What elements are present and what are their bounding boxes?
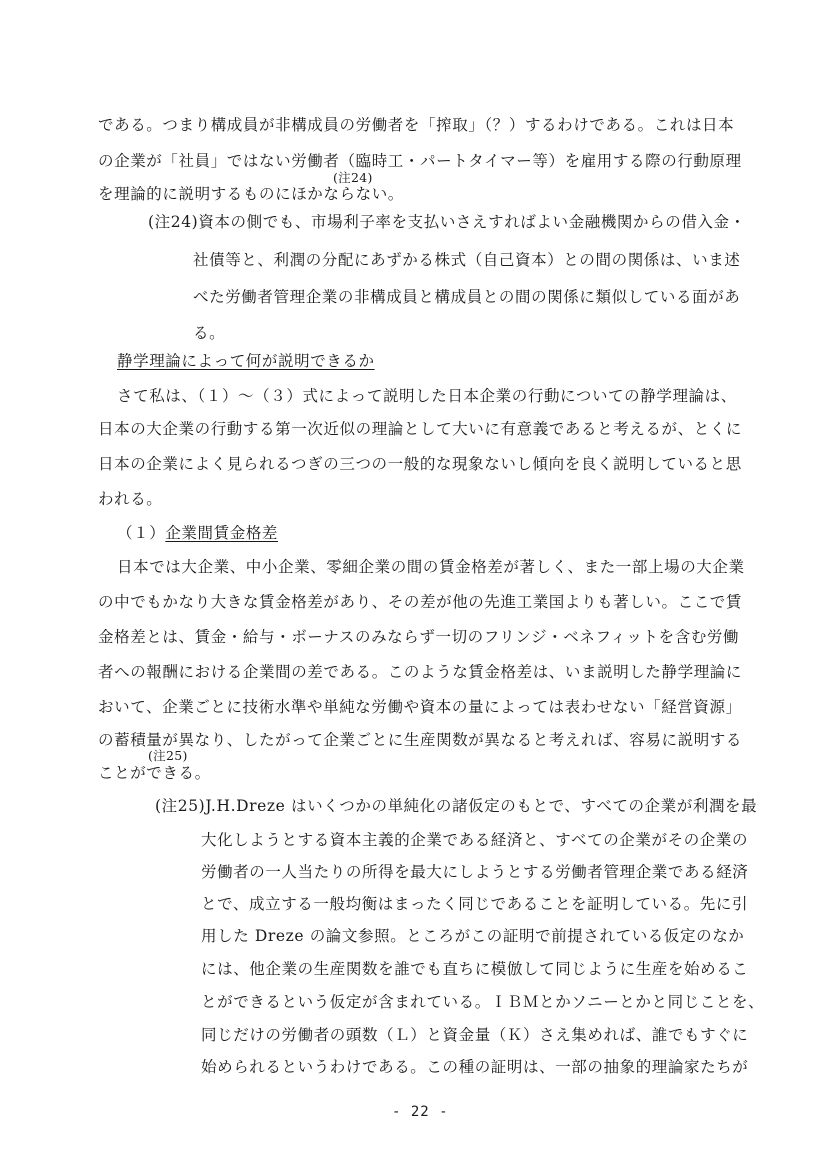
section-heading: 静学理論によって何が説明できるか [117,352,375,370]
footnote-line: とで、成立する一般均衡はまったく同じであることを証明している。先に引 [201,895,749,913]
footnote-line: 始められるというわけである。この種の証明は、一部の抽象的理論家たちが [201,1058,749,1076]
body-line: 者への報酬における企業間の差である。このような賃金格差は、いま説明した静学理論に [98,663,743,681]
footnote-ref: (注24) [333,170,373,185]
body-line: さて私は、（１）〜（３）式によって説明した日本企業の行動についての静学理論は、 [117,387,737,405]
body-line: を理論的に説明するものにほかならない。 [98,185,404,203]
footnote-line: (注24)資本の側でも、市場利子率を支払いさえすればよい金融機関からの借入金・ [148,213,746,231]
footnote-line: 同じだけの労働者の頭数（Ｌ）と資金量（Ｋ）さえ集めれば、誰でもすぐに [201,1026,749,1044]
subsection-heading [117,524,278,542]
footnote-line: 社債等と、利潤の分配にあずかる株式（自己資本）との間の関係は、いま述 [193,251,741,269]
body-line: ことができる。 [98,764,211,782]
body-line: の中でもかなり大きな賃金格差があり、その差が他の先進工業国よりも著しい。ここで賃 [98,593,743,611]
footnote-line: には、他企業の生産関数を誰でも直ちに模倣して同じように生産を始めるこ [201,960,749,978]
body-line: おいて、企業ごとに技術水準や単純な労働や資本の量によっては表わせない「経営資源」 [98,698,742,716]
body-line: 金格差とは、賃金・給与・ボーナスのみならず一切のフリンジ・ベネフィットを含む労働 [98,628,740,646]
body-line: われる。 [98,490,163,508]
body-line: 日本では大企業、中小企業、零細企業の間の賃金格差が著しく、また一部上場の大企業 [117,558,745,576]
subsection-number: （１） [117,524,166,542]
body-line: 日本の企業によく見られるつぎの三つの一般的な現象ないし傾向を良く説明していると思 [98,455,742,473]
footnote-line: 大化しようとする資本主義的企業である経済と、すべての企業がその企業の [201,831,749,849]
footnote-ref: (注25) [148,748,188,763]
footnote-line: べた労働者管理企業の非構成員と構成員との間の関係に類似している面があ [193,288,741,306]
footnote-line: る。 [193,324,226,342]
subsection-title: 企業間賃金格差 [165,524,279,542]
footnote-line: 労働者の一人当たりの所得を最大にしようとする労働者管理企業である経済 [201,863,749,881]
body-line: の蓄積量が異なり、したがって企業ごとに生産関数が異なると考えれば、容易に説明する [98,731,743,749]
body-line: 日本の大企業の行動する第一次近似の理論として大いに有意義であると考えるが、とくに [98,420,743,438]
body-line: である。つまり構成員が非構成員の労働者を「搾取」（？）するわけである。これは日本 [98,116,735,134]
footnote-line: 用した Dreze の論文参照。ところがこの証明で前提されている仮定のなか [201,927,745,945]
page-number: - 22 - [392,1104,449,1120]
footnote-line: (注25)J.H.Dreze はいくつかの単純化の諸仮定のもとで、すべての企業が利潤を最 [155,797,758,815]
footnote-line: とができるという仮定が含まれている。ＩＢＭとかソニーとかと同じことを、 [201,993,765,1011]
body-line: の企業が「社員」ではない労働者（臨時工・パートタイマー等）を雇用する際の行動原理 [98,152,742,170]
